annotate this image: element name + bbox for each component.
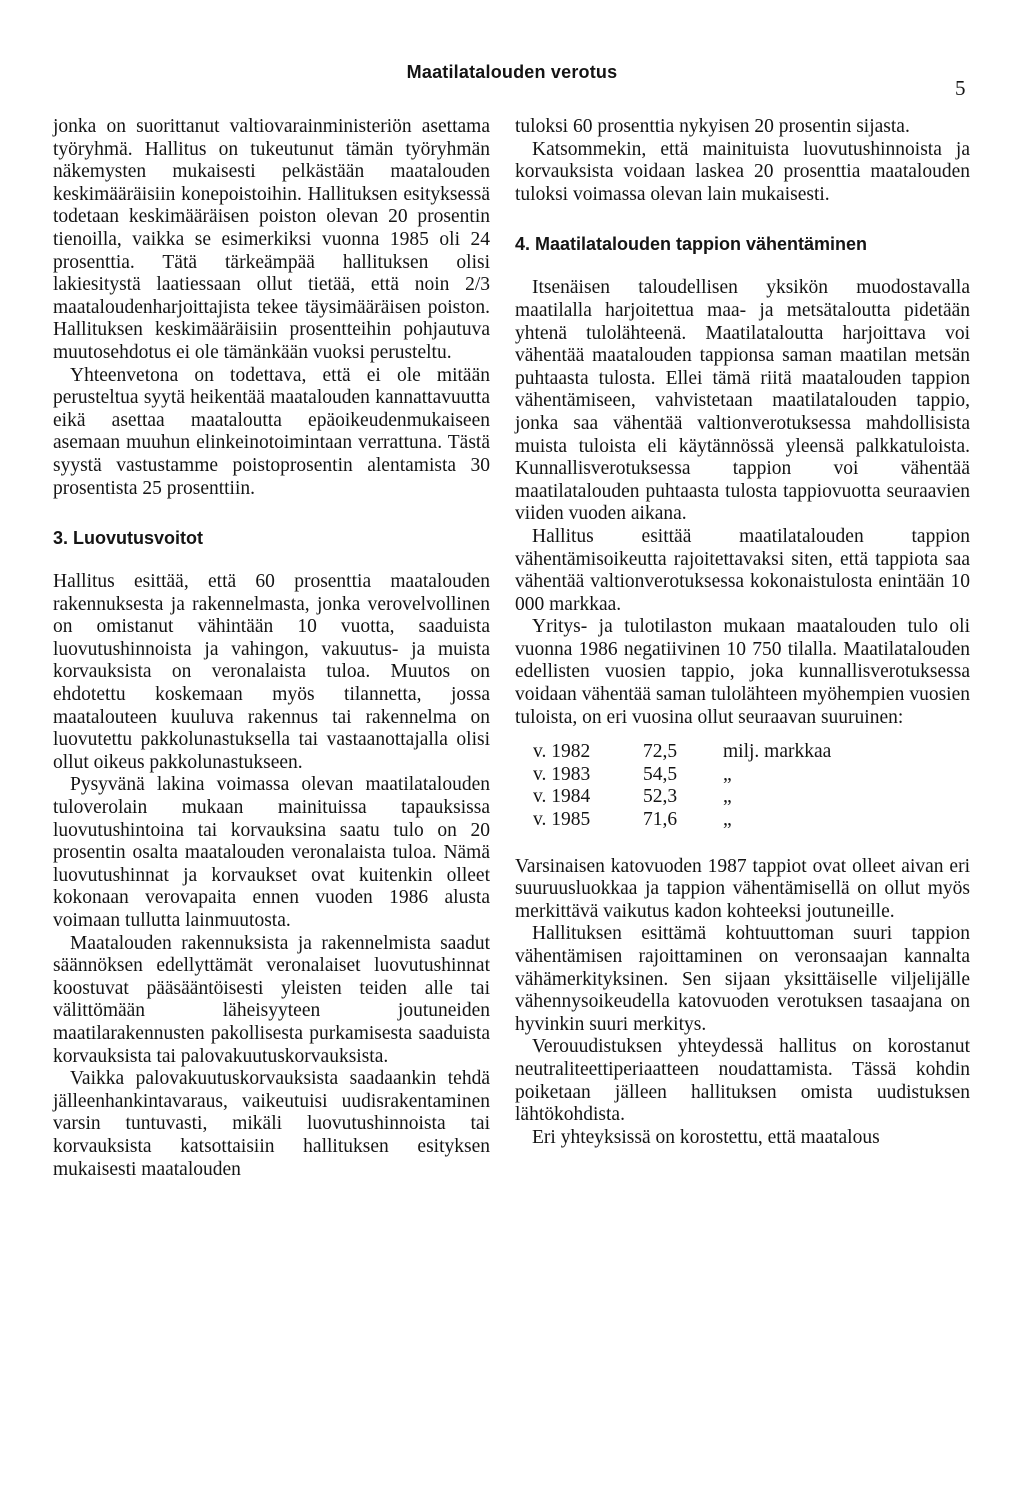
year-cell: v. 1985: [533, 809, 591, 831]
paragraph: Varsinaisen katovuoden 1987 tappiot ovat olleet aivan eri suuruusluokkaa ja tappion vähentämisellä on ollut myös merkittävä vaikutus kadon kohteeksi joutuneille.: [515, 855, 970, 922]
year-cell: v. 1983: [533, 763, 591, 785]
paragraph: jonka on suorittanut valtiovarainministeriön asettama työryhmä. Hallitus on tukeutunut tämän työryhmän näkemysten mukaisesti pelkästään maatalouden keskimääräisiin konepoistoihin. Hallituksen esityksessä todetaan keskimääräisen poiston olevan 20 prosentin tienoilla, vaikka se esimerkiksi vuonna 1985 oli 24 prosenttia. Tätä tärkeämpää hallituksen olisi lakiesitystä laatiessaan ollut tietää, että noin 2/3 maataloudenharjoittajista tekee täysimääräisen poiston. Hallituksen keskimääräisiin prosentteihin pohjautuva muutosehdotus ei ole tämänkään vuoksi perusteltu.: [53, 116, 490, 363]
paragraph: Itsenäisen taloudellisen yksikön muodostavalla maatilalla harjoitettua maa- ja metsätaloutta pidetään yhtenä tulolähteenä. Maatilataloutta harjoittava voi vähentää maatalouden tappionsa saman maatilan metsän puhtaasta tulosta. Ellei tämä riitä maatalouden tappion vähentämiseen, vahvistetaan maatilatalouden tappio, jonka saa vähentää valtionverotuksessa mahdollisista muista tuloista eli käytännössä yleensä palkkatuloista. Kunnallisverotuksessa tappion voi vähentää maatilatalouden puhtaasta tulosta tappiovuotta seuraavien viiden vuoden aikana.: [515, 277, 970, 525]
paragraph: Hallitus esittää maatilatalouden tappion vähentämisoikeutta rajoitettavaksi siten, että tappiota saa vähentää valtionverotuksessa kokonaistulosta enintään 10 000 markkaa.: [515, 525, 970, 615]
unit-cell: „: [723, 763, 732, 785]
section-heading-4: 4. Maatilatalouden tappion vähentäminen: [515, 234, 868, 255]
table-row: [533, 764, 831, 787]
paragraph: Yhteenvetona on todettava, että ei ole mitään perusteltua syytä heikentää maatalouden kannattavuutta eikä asettaa maataloutta epäoikeudenmukaiseen asemaan muuhun elinkeinotoimintaan verrattuna. Tästä syystä vastustamme poistoprosentin alentamista 30 prosentista 25 prosenttiin.: [53, 364, 490, 499]
year-cell: v. 1984: [533, 786, 591, 808]
page-number: 5: [955, 76, 966, 100]
table-row: [533, 741, 831, 764]
paragraph: Hallituksen esittämä kohtuuttoman suuri tappion vähentämisen rajoittaminen on veronsaajan kannalta vähämerkityksinen. Sen sijaan yksittäiselle viljelijälle vähennysoikeudella katovuoden verotuksen tasaajana on hyvinkin suuri merkitys.: [515, 923, 970, 1035]
paragraph: Eri yhteyksissä on korostettu, että maatalous: [532, 1126, 880, 1148]
paragraph: Maatalouden rakennuksista ja rakennelmista saadut säännöksen edellyttämät veronalaiset luovutushinnat koostuvat pääsääntöisesti yleisten teiden alle tai välittömään läheisyyteen joutuneiden maatilarakennusten pakollisesta purkamisesta saaduista korvauksista tai palovakuutuskorvauksista.: [53, 932, 490, 1067]
right-column: [515, 116, 970, 1149]
table-row: [533, 786, 831, 809]
paragraph: Vaikka palovakuutuskorvauksista saadaankin tehdä jälleenhankintavaraus, vaikeutuisi uudisrakentaminen varsin tuntuvasti, mikäli luovutushinnoista tai korvauksista katsottaisiin hallituksen esityksen mukaisesti maatalouden: [53, 1068, 490, 1180]
section-heading-3: 3. Luovutusvoitot: [53, 528, 203, 549]
value-cell: 54,5: [643, 763, 678, 785]
paragraph: Pysyvänä lakina voimassa olevan maatilatalouden tuloverolain mukaan mainituissa tapauksissa luovutushintoina tai korvauksina saatu tulo on 20 prosentin osalta maatalouden veronalaista tuloa. Nämä luovutushinnat ja korvaukset ovat kuitenkin olleet kokonaan verovapaita ennen vuoden 1986 alusta voimaan tullutta lainmuutosta.: [53, 774, 490, 931]
paragraph: Katsommekin, että mainituista luovutushinnoista ja korvauksista voidaan laskea 20 prosenttia maatalouden tuloksi voimassa olevan lain mukaisesti.: [515, 138, 970, 205]
unit-cell: milj. markkaa: [723, 741, 832, 763]
left-column: [53, 116, 490, 1181]
year-cell: v. 1982: [533, 741, 591, 763]
unit-cell: „: [723, 809, 732, 831]
paragraph: Yritys- ja tulotilaston mukaan maatalouden tulo oli vuonna 1986 negatiivinen 10 750 tilalla. Maatilatalouden edellisten vuosien tappio, joka kunnallisverotuksessa voidaan vähentää saman tulolähteen myöhempien vuosien tuloista, on eri vuosina ollut seuraavan suuruinen:: [515, 616, 970, 728]
running-header: Maatilatalouden verotus: [406, 62, 618, 82]
paragraph: Hallitus esittää, että 60 prosenttia maatalouden rakennuksesta ja rakennelmasta, jonka verovelvollinen on omistanut vähintään 10 vuotta, saaduista luovutushinnoista ja vahingon, vakuutus- ja muista korvauksista on veronalaista tuloa. Muutos on ehdotettu koskemaan myös tilannetta, jossa maataloutеen kuuluva rakennus tai rakennelma on luovutettu pakkolunastuksella tai vastaanottajalla olisi ollut oikeus pakkolunastukseen.: [53, 571, 490, 773]
table-row: [533, 809, 831, 832]
losses-table: [533, 741, 831, 831]
value-cell: 52,3: [643, 786, 678, 808]
unit-cell: „: [723, 786, 732, 808]
value-cell: 71,6: [643, 809, 678, 831]
paragraph: Verouudistuksen yhteydessä hallitus on korostanut neutraliteettiperiaatteen noudattamista. Tässä kohdin poiketaan jälleen hallituksen omista uudistuksen lähtökohdista.: [515, 1036, 970, 1126]
value-cell: 72,5: [643, 741, 678, 763]
paragraph: tuloksi 60 prosenttia nykyisen 20 prosentin sijasta.: [515, 116, 910, 137]
